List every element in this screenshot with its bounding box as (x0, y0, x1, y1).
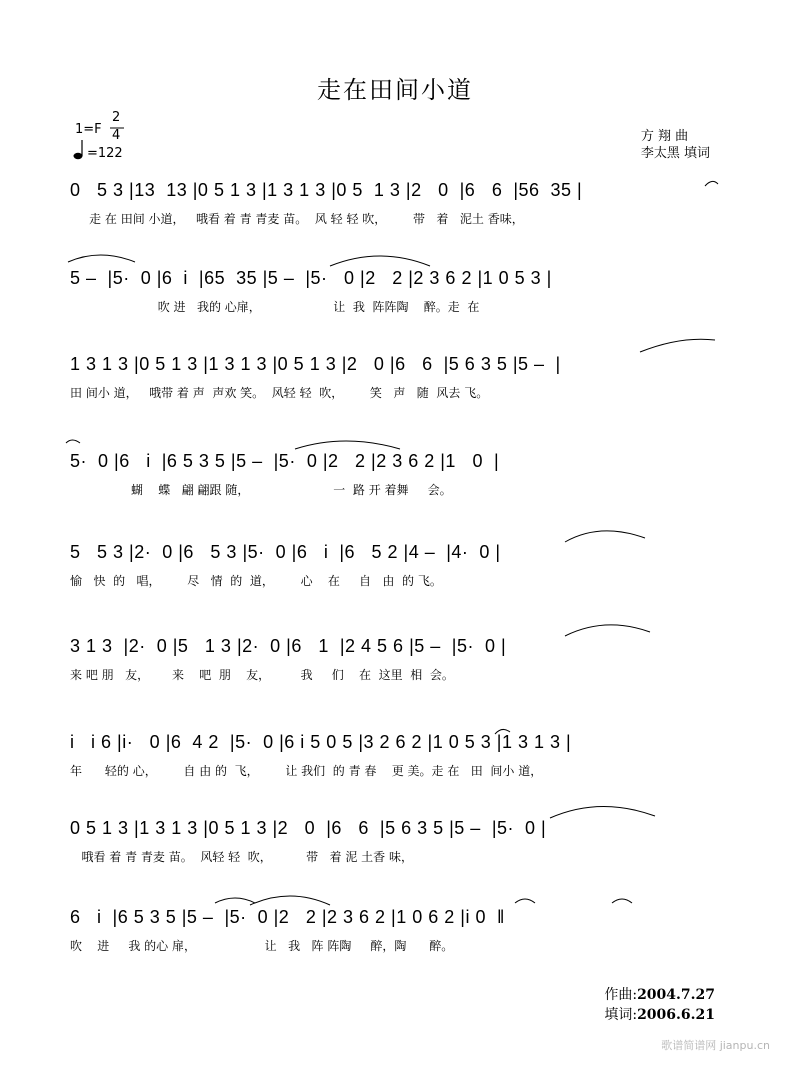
notes-line: i i 6 |i· 0 |6 4 2 |5· 0 |6 i 5 0 5 |3 2 6 2 |1 0 5 3 |1 3 1 3 | (70, 732, 572, 752)
time-signature-bottom: 4 (112, 128, 121, 143)
dates-block (604, 985, 715, 1025)
slur-marks (0, 516, 790, 556)
slur-marks (0, 429, 790, 469)
notes-line: 1 3 1 3 |0 5 1 3 |1 3 1 3 |0 5 1 3 |2 0 |6 6 |5 6 3 5 |5 – | (70, 354, 561, 374)
slur-marks (0, 714, 790, 754)
slur-marks (0, 792, 790, 832)
slur-marks (0, 883, 790, 923)
composer: 方 翔 曲 (640, 129, 689, 144)
slur-marks (0, 610, 790, 650)
lyricist: 李太黑 填词 (640, 146, 710, 161)
lyrics-line: 年 轻的 心， 自 由 的 飞， 让 我们 的 青 春 更 美。走 在 田 间小 道， (70, 764, 543, 778)
time-signature-top: 2 (112, 110, 121, 125)
notes-line: 0 5 1 3 |1 3 1 3 |0 5 1 3 |2 0 |6 6 |5 6 3 5 |5 – |5· 0 | (70, 818, 547, 838)
slur-marks (0, 166, 790, 206)
notes-line: 5 – |5· 0 |6 i |65 35 |5 – |5· 0 |2 2 |2 3 6 2 |1 0 5 3 | (70, 268, 552, 288)
tempo: =122 (87, 146, 123, 161)
lyrics-line: 田 间小 道， 哦带 着 声 声欢 笑。 风轻 轻 吹， 笑 声 随 风去 飞。 (70, 386, 489, 400)
lyrics-line: 来 吧 朋 友， 来 吧 朋 友， 我 们 在 这里 相 会。 (70, 668, 454, 682)
notes-line: 0 5 3 |13 13 |0 5 1 3 |1 3 1 3 |0 5 1 3 |2 0 |6 6 |56 35 | (70, 180, 583, 200)
song-title: 走在田间小道 (317, 76, 473, 104)
lyrics-line: 走 在 田间 小道， 哦看 着 青 青麦 苗。 风 轻 轻 吹， 带 着 泥土 香味， (70, 212, 524, 226)
slur-marks (0, 328, 790, 368)
key-signature: 1=F (75, 122, 102, 137)
lyrics-line: 吹 进 我 的心 扉， 让 我 阵 阵陶 醉，陶 醉。 (70, 939, 454, 953)
lyrics-line: 蝴 蝶 翩 翩跟 随， 一 路 开 着舞 会。 (70, 483, 452, 497)
staff-system-6 (0, 632, 790, 716)
lyric-date: 2006.6.21 (637, 1007, 715, 1023)
staff-system-9 (0, 903, 790, 987)
compose-date: 2004.7.27 (637, 987, 715, 1003)
lyrics-line: 哦看 着 青 青麦 苗。 风轻 轻 吹， 带 着 泥 土香 味， (70, 850, 413, 864)
notes-line: 6 i |6 5 3 5 |5 – |5· 0 |2 2 |2 3 6 2 |1 0 6 2 |i 0 ‖ (70, 907, 505, 927)
compose-label: 作曲: (604, 987, 638, 1003)
slur-marks (0, 244, 790, 284)
lyrics-line: 愉 快 的 唱， 尽 情 的 道， 心 在 自 由 的 飞。 (70, 574, 442, 588)
lyric-label: 填词: (604, 1007, 638, 1023)
watermark: 歌谱简谱网 jianpu.cn (661, 1039, 770, 1052)
notes-line: 5· 0 |6 i |6 5 3 5 |5 – |5· 0 |2 2 |2 3 6 2 |1 0 | (70, 451, 500, 471)
quarter-note-icon (73, 139, 87, 161)
lyrics-line: 吹 进 我的 心扉， 让 我 阵阵陶 醉。走 在 (70, 300, 480, 314)
credits (641, 128, 710, 162)
notes-line: 3 1 3 |2· 0 |5 1 3 |2· 0 |6 1 |2 4 5 6 |5 – |5· 0 | (70, 636, 507, 656)
notes-line: 5 5 3 |2· 0 |6 5 3 |5· 0 |6 i |6 5 2 |4 – |4· 0 | (70, 542, 501, 562)
staff-system-3 (0, 350, 790, 434)
